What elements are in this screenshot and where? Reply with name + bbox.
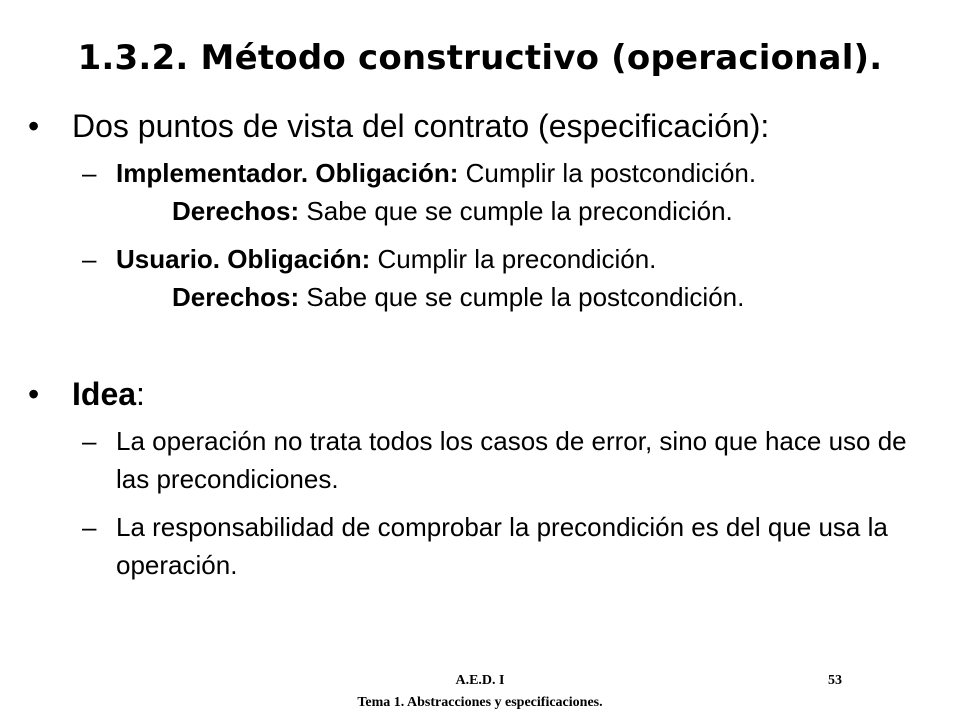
rights-label: Derechos: <box>172 196 300 226</box>
bullet-heading: Dos puntos de vista del contrato (especificación): <box>72 108 770 144</box>
obligation-label: Obligación: <box>315 158 459 188</box>
idea-heading: Idea <box>72 376 137 412</box>
implementador-obligation <box>116 154 912 192</box>
dash-marker: – <box>82 426 97 456</box>
idea-item <box>82 422 912 498</box>
role-label: Usuario. <box>116 244 221 274</box>
idea-item-text: La responsabilidad de comprobar la precondición es del que usa la operación. <box>116 512 888 580</box>
bullet-dot: • <box>28 108 40 144</box>
slide-title: 1.3.2. Método constructivo (operacional). <box>77 38 883 78</box>
bullet-contract-views <box>28 106 948 146</box>
bullet-dot: • <box>28 376 40 412</box>
sub-item-usuario <box>82 240 912 316</box>
obligation-text: Cumplir la postcondición. <box>465 158 757 188</box>
usuario-rights <box>172 278 912 316</box>
bullet-idea <box>28 374 948 414</box>
obligation-label: Obligación: <box>227 244 371 274</box>
dash-marker: – <box>82 244 97 274</box>
rights-text: Sabe que se cumple la precondición. <box>306 196 733 226</box>
dash-marker: – <box>82 158 97 188</box>
rights-label: Derechos: <box>172 282 300 312</box>
implementador-rights <box>172 192 912 230</box>
page-number: 53 <box>828 673 842 688</box>
dash-marker: – <box>82 512 97 542</box>
idea-item <box>82 508 912 584</box>
idea-item-text: La operación no trata todos los casos de error, sino que hace uso de las precondiciones. <box>116 426 907 494</box>
rights-text: Sabe que se cumple la postcondición. <box>306 282 745 312</box>
footer-topic: Tema 1. Abstracciones y especificaciones. <box>357 695 603 710</box>
sub-item-implementador <box>82 154 912 230</box>
idea-colon: : <box>136 376 145 412</box>
role-label: Implementador. <box>116 158 309 188</box>
footer <box>330 670 630 714</box>
usuario-obligation <box>116 240 912 278</box>
footer-course: A.E.D. I <box>455 673 505 688</box>
obligation-text: Cumplir la precondición. <box>377 244 657 274</box>
